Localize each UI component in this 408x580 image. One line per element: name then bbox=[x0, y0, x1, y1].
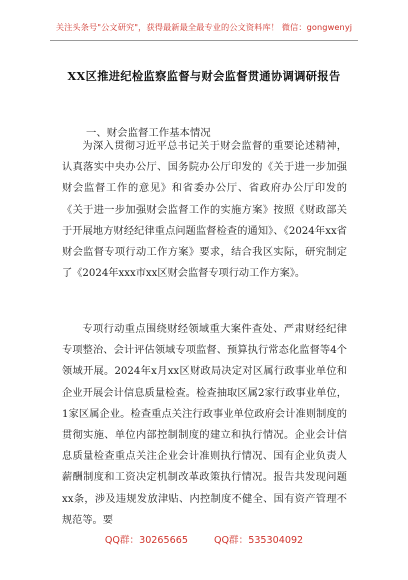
footer-qq-group-2: QQ群：535304092 bbox=[213, 535, 304, 546]
footer-qq-group-1: QQ群：30265665 bbox=[104, 535, 188, 546]
document-title: XX区推进纪检监察监督与财会监督贯通协调调研报告 bbox=[67, 69, 341, 83]
header-divider bbox=[50, 40, 358, 41]
section-heading: 一、财会监督工作基本情况 bbox=[86, 127, 211, 139]
paragraph-2: 专项行动重点围绕财经领域重大案件查处、严肃财经纪律专项整治、会计评估领域专项监督、预算执行常态化监督等4个领域开展。2024年x月xx区财政局决定对区属行政事业单位和企业开展会计信息质量检查。检查抽取区属2家行政事业单位，1家区属企业。检查重点关注行政事业单位政府会计准则制度的贯彻实施、单位内部控制制度的建立和执行情况。企业会计信息质量检查重点关注企业会计准则执行情况、国有企业负责人薪酬制度和工资决定机制改革政策执行情况。报告共发现问题xx条，涉及违规发放津贴、内控制度不健全、国有资产管理不规范等。要 bbox=[62, 324, 347, 526]
footer-contact bbox=[0, 532, 408, 546]
header-banner: 关注头条号"公文研究"，获得最新最全最专业的公文资料库！ 微信：gongwenyj bbox=[55, 22, 353, 32]
paragraph-1: 为深入贯彻习近平总书记关于财会监督的重要论述精神，认真落实中央办公厅、国务院办公厅印发的《关于进一步加强财会监督工作的意见》和省委办公厅、省政府办公厅印发的《关于进一步加强财会监督工作的实施方案》按照《财政部关于开展地方财经纪律重点问题监督检查的通知》、《2024年xx省财会监督专项行动工作方案》要求，结合我区实际，研究制定了《2024年xxx市xx区财会监督专项行动工作方案》。 bbox=[62, 141, 347, 280]
